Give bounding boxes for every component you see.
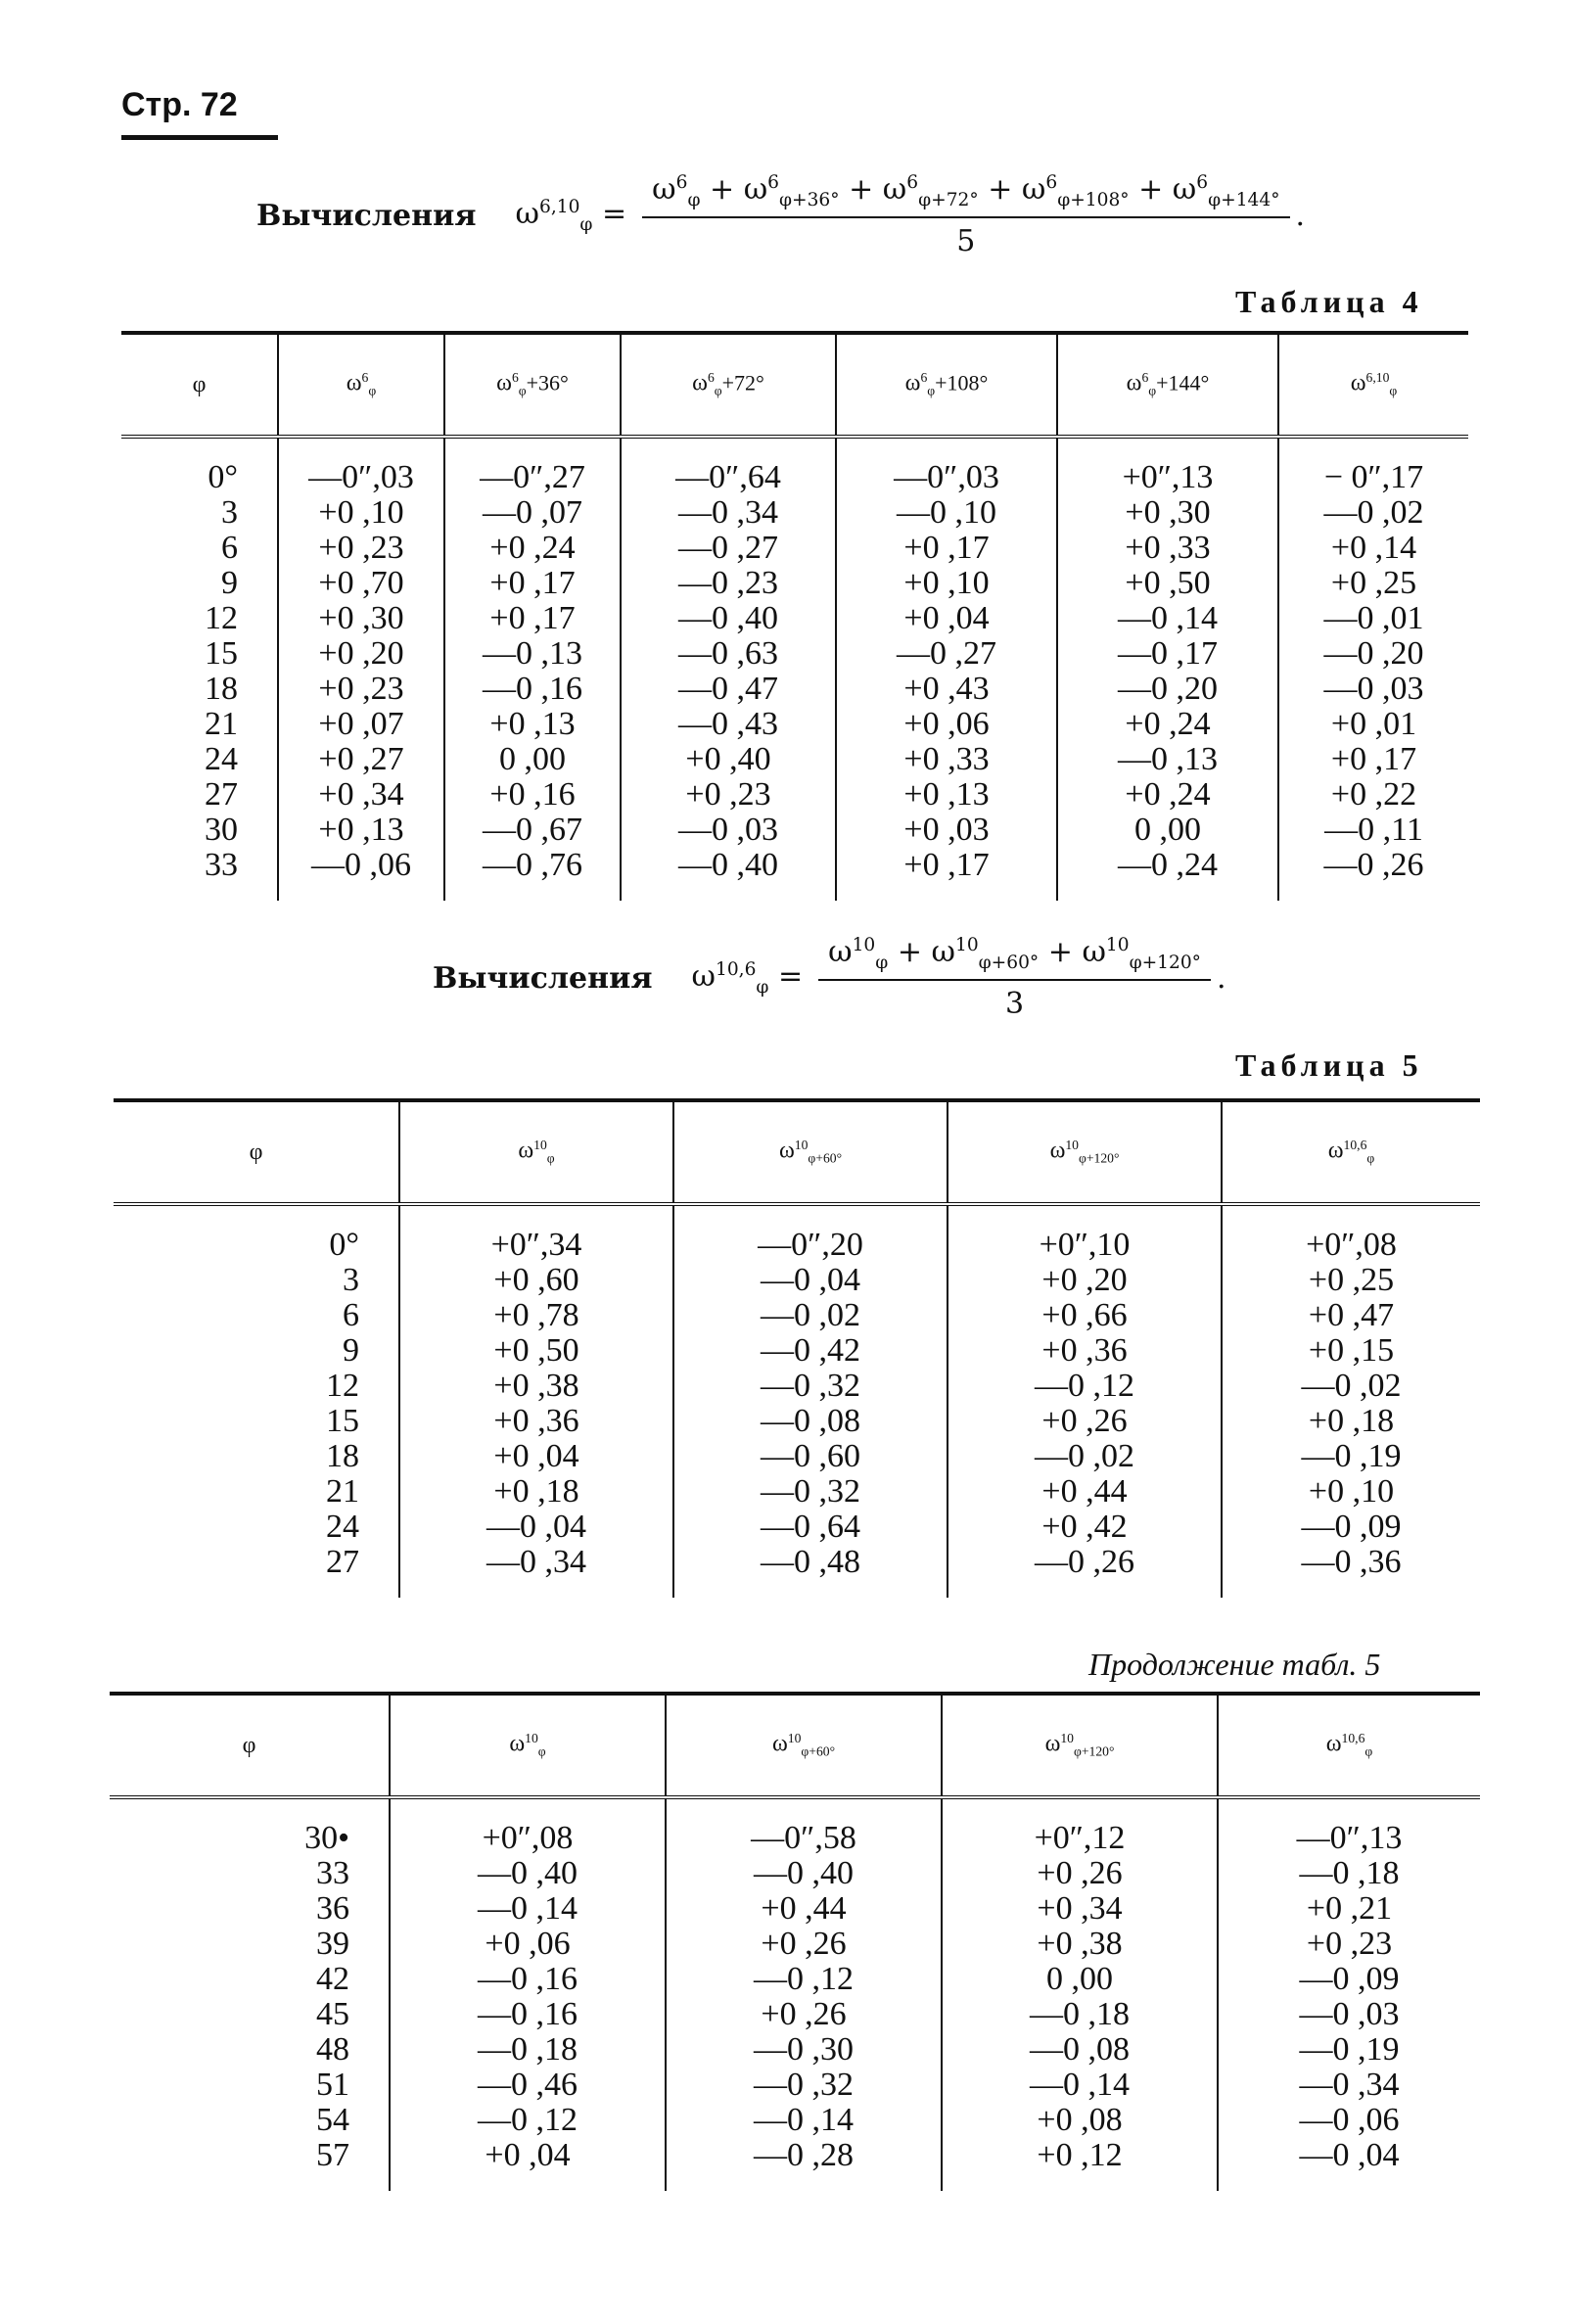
angle-cell: 15 [205,635,238,672]
formula-label: Вычисления [256,198,477,233]
value-cell: —0 ,12 [390,2103,666,2138]
table-row [114,1263,1480,1298]
formula-table4: Вычисления $\omega^{6,10}_\varphi$ = $\frac{\omega^6_\varphi + \omega^6_{\varphi+36^\circ} + \omega^6_{\varphi+72^\circ} + \omega^6_{\varphi+108^\circ} + \omega^6_{\varphi+144^\circ}}{5}$ . [256,172,1306,258]
angle-cell: 0° [329,1227,359,1263]
table-row [110,2068,1480,2103]
value-cell: —0 ,32 [673,1474,948,1510]
value-cell: —0 ,14 [390,1891,666,1927]
value-cell: —0 ,40 [621,848,836,901]
value-cell: —0 ,16 [390,1997,666,2032]
value-cell: —0 ,09 [1218,1962,1480,1997]
table-row [110,1891,1480,1927]
value-cell: +0 ,06 [390,1927,666,1962]
value-cell: —0 ,14 [1057,601,1278,636]
column-header: $\omega^6_\varphi+36^\circ$ [444,333,621,437]
value-cell: —0 ,01 [1278,601,1468,636]
value-cell: —0 ,14 [942,2068,1218,2103]
formula-term: $\omega^6_{\varphi+36^\circ}$ [743,172,840,210]
value-cell: +0 ,34 [278,777,444,813]
value-cell: +0 ,24 [444,531,621,566]
value-cell: —0 ,20 [1057,672,1278,707]
formula-term: $\omega^6_{\varphi+72^\circ}$ [882,172,979,210]
value-cell: +0″,12 [942,1797,1218,1856]
table-row [114,1474,1480,1510]
value-cell: —0 ,14 [666,2103,942,2138]
value-cell: +0 ,23 [1218,1927,1480,1962]
column-header: $\omega^{10}_{\varphi+120^\circ}$ [942,1694,1218,1797]
table-row [114,1298,1480,1333]
value-cell: —0 ,40 [621,601,836,636]
value-cell: —0 ,48 [673,1545,948,1598]
table-row [110,1927,1480,1962]
value-cell: +0 ,06 [836,707,1057,742]
formula-term: $\omega^6_\varphi$ [652,172,701,210]
value-cell: +0 ,36 [399,1404,673,1439]
formula-lhs: $\omega^{6,10}_\varphi$ = [515,196,627,235]
page-number: Стр. 72 [121,86,238,123]
value-cell: —0 ,23 [621,566,836,601]
value-cell: +0 ,25 [1278,566,1468,601]
value-cell: —0 ,27 [836,636,1057,672]
value-cell: —0 ,13 [1057,742,1278,777]
angle-cell: 24 [205,741,238,777]
value-cell: —0″,20 [673,1204,948,1263]
table-row [121,636,1468,672]
table-row [121,742,1468,777]
value-cell: —0 ,32 [673,1369,948,1404]
column-header: $\omega^{6,10}_\varphi$ [1278,333,1468,437]
formula-table5: Вычисления $\omega^{10,6}_\varphi$ = $\frac{\omega^{10}_\varphi + \omega^{10}_{\varphi+60^\circ} + \omega^{10}_{\varphi+120^\circ}}{3}$ . [433,935,1226,1021]
formula-denominator: 3 [1005,987,1025,1021]
value-cell: —0 ,12 [666,1962,942,1997]
value-cell: +0 ,03 [836,813,1057,848]
value-cell: —0 ,04 [1218,2138,1480,2191]
angle-cell: 3 [221,494,238,531]
value-cell: 0 ,00 [1057,813,1278,848]
angle-cell: 36 [316,1890,349,1927]
value-cell: +0 ,60 [399,1263,673,1298]
table-row [110,1962,1480,1997]
table-row [121,495,1468,531]
value-cell: +0 ,43 [836,672,1057,707]
column-header: $\omega^{10}_{\varphi+60^\circ}$ [666,1694,942,1797]
table-row [114,1545,1480,1598]
value-cell: +0 ,24 [1057,707,1278,742]
value-cell: +0 ,66 [948,1298,1222,1333]
value-cell: —0 ,64 [673,1510,948,1545]
value-cell: —0 ,09 [1222,1510,1480,1545]
value-cell: —0″,58 [666,1797,942,1856]
angle-cell: 6 [343,1297,359,1333]
value-cell: —0 ,32 [666,2068,942,2103]
value-cell: —0 ,60 [673,1439,948,1474]
value-cell: +0 ,78 [399,1298,673,1333]
value-cell: —0″,13 [1218,1797,1480,1856]
column-header: $\omega^{10}_\varphi$ [399,1100,673,1204]
angle-cell: 21 [326,1473,359,1510]
angle-cell: 6 [221,530,238,566]
angle-cell: 21 [205,706,238,742]
angle-cell: 39 [316,1926,349,1962]
table-row [114,1404,1480,1439]
table-row [114,1439,1480,1474]
value-cell: —0 ,07 [444,495,621,531]
value-cell: +0 ,04 [399,1439,673,1474]
value-cell: —0 ,26 [1278,848,1468,901]
formula-label: Вычисления [433,960,653,996]
table4 [121,331,1468,901]
table5-title: Таблица 5 [1235,1047,1423,1083]
column-header: $\omega^{10}_{\varphi+60^\circ}$ [673,1100,948,1204]
value-cell: —0 ,12 [948,1369,1222,1404]
column-header: $\omega^6_\varphi+108^\circ$ [836,333,1057,437]
value-cell: +0 ,04 [836,601,1057,636]
value-cell: +0 ,50 [1057,566,1278,601]
value-cell: +0 ,15 [1222,1333,1480,1369]
value-cell: —0 ,28 [666,2138,942,2191]
formula-term: $\omega^{10}_{\varphi+60^\circ}$ [931,935,1040,973]
angle-cell: 27 [326,1544,359,1580]
table-row [110,2103,1480,2138]
angle-cell: 27 [205,776,238,813]
value-cell: —0 ,08 [673,1404,948,1439]
value-cell: —0 ,36 [1222,1545,1480,1598]
angle-cell: 15 [326,1403,359,1439]
value-cell: +0 ,42 [948,1510,1222,1545]
formula-term: $\omega^{10}_\varphi$ [828,935,889,973]
value-cell: +0 ,30 [1057,495,1278,531]
value-cell: +0 ,18 [1222,1404,1480,1439]
angle-cell: 3 [343,1262,359,1298]
table-row [121,566,1468,601]
value-cell: —0 ,04 [673,1263,948,1298]
value-cell: +0 ,26 [942,1856,1218,1891]
table-row [110,1997,1480,2032]
table-row [121,437,1468,495]
table-row [110,2032,1480,2068]
value-cell: +0″,10 [948,1204,1222,1263]
value-cell: +0 ,33 [1057,531,1278,566]
value-cell: +0 ,10 [836,566,1057,601]
value-cell: —0 ,10 [836,495,1057,531]
angle-cell: 18 [205,671,238,707]
value-cell: +0 ,18 [399,1474,673,1510]
table-row [114,1333,1480,1369]
angle-cell: 33 [205,847,238,883]
value-cell: —0 ,16 [444,672,621,707]
table5-continuation-title: Продолжение табл. 5 [1088,1647,1381,1682]
angle-cell: 33 [316,1855,349,1891]
page-number-rule [121,135,278,140]
value-cell: —0 ,26 [948,1545,1222,1598]
formula-denominator: 5 [956,224,976,258]
value-cell: +0 ,04 [390,2138,666,2191]
value-cell: —0 ,19 [1222,1439,1480,1474]
value-cell: +0 ,38 [399,1369,673,1404]
value-cell: +0 ,17 [1278,742,1468,777]
value-cell: +0 ,08 [942,2103,1218,2138]
value-cell: +0 ,30 [278,601,444,636]
value-cell: —0 ,34 [1218,2068,1480,2103]
value-cell: +0 ,13 [836,777,1057,813]
table-row [114,1510,1480,1545]
formula-fraction [818,935,1211,1021]
angle-cell: 45 [316,1996,349,2032]
angle-cell: 12 [205,600,238,636]
value-cell: —0 ,11 [1278,813,1468,848]
value-cell: —0 ,03 [1278,672,1468,707]
angle-cell: 54 [316,2102,349,2138]
value-cell: —0 ,13 [444,636,621,672]
value-cell: +0 ,26 [666,1997,942,2032]
angle-cell: 48 [316,2031,349,2068]
value-cell: —0 ,34 [621,495,836,531]
column-header: $\omega^6_\varphi+144^\circ$ [1057,333,1278,437]
column-header: φ [114,1100,399,1204]
table-row [114,1369,1480,1404]
value-cell: +0 ,36 [948,1333,1222,1369]
table-row [121,601,1468,636]
column-header: $\omega^6_\varphi+72^\circ$ [621,333,836,437]
value-cell: +0 ,17 [444,566,621,601]
value-cell: —0 ,19 [1218,2032,1480,2068]
value-cell: +0 ,44 [666,1891,942,1927]
value-cell: —0 ,03 [1218,1997,1480,2032]
angle-cell: 42 [316,1961,349,1997]
value-cell: − 0″,17 [1278,437,1468,495]
value-cell: —0 ,17 [1057,636,1278,672]
value-cell: +0″,34 [399,1204,673,1263]
value-cell: —0″,64 [621,437,836,495]
value-cell: —0″,27 [444,437,621,495]
column-header: $\omega^{10,6}_\varphi$ [1222,1100,1480,1204]
value-cell: +0 ,40 [621,742,836,777]
table-row [121,813,1468,848]
value-cell: +0 ,38 [942,1927,1218,1962]
table-row [110,2138,1480,2191]
table-row [110,1856,1480,1891]
value-cell: +0 ,50 [399,1333,673,1369]
column-header: $\omega^{10}_{\varphi+120^\circ}$ [948,1100,1222,1204]
formula-numerator: $\omega^6_\varphi + \omega^6_{\varphi+36^\circ} + \omega^6_{\varphi+72^\circ} + \omega^6_{\varphi+108^\circ} + \omega^6_{\varphi+144^\circ}$ [642,172,1289,218]
angle-cell: 9 [221,565,238,601]
column-header: φ [110,1694,390,1797]
angle-cell: 51 [316,2067,349,2103]
table-row [121,672,1468,707]
column-header: $\omega^{10}_\varphi$ [390,1694,666,1797]
value-cell: +0 ,14 [1278,531,1468,566]
value-cell: 0 ,00 [942,1962,1218,1997]
value-cell: +0 ,16 [444,777,621,813]
table-row [121,777,1468,813]
column-header: φ [121,333,278,437]
value-cell: +0 ,20 [278,636,444,672]
column-header: $\omega^6_\varphi$ [278,333,444,437]
value-cell: +0 ,10 [1222,1474,1480,1510]
value-cell: 0 ,00 [444,742,621,777]
value-cell: +0 ,23 [278,531,444,566]
angle-cell: 30• [304,1820,349,1856]
value-cell: +0 ,17 [836,531,1057,566]
angle-cell: 24 [326,1509,359,1545]
value-cell: +0 ,47 [1222,1298,1480,1333]
angle-cell: 57 [316,2137,349,2173]
value-cell: +0 ,26 [948,1404,1222,1439]
table5-continuation [110,1692,1480,2191]
value-cell: —0 ,02 [948,1439,1222,1474]
value-cell: —0″,03 [278,437,444,495]
table-row [114,1204,1480,1263]
value-cell: —0 ,06 [278,848,444,901]
value-cell: +0 ,17 [444,601,621,636]
value-cell: +0 ,23 [278,672,444,707]
value-cell: +0 ,01 [1278,707,1468,742]
angle-cell: 30 [205,812,238,848]
value-cell: —0 ,03 [621,813,836,848]
value-cell: +0 ,13 [278,813,444,848]
table-row [110,1797,1480,1856]
value-cell: +0 ,12 [942,2138,1218,2191]
value-cell: —0 ,27 [621,531,836,566]
value-cell: —0 ,47 [621,672,836,707]
table-row [121,707,1468,742]
value-cell: +0″,13 [1057,437,1278,495]
value-cell: +0 ,33 [836,742,1057,777]
value-cell: —0 ,18 [390,2032,666,2068]
table-row [121,531,1468,566]
formula-numerator: $\omega^{10}_\varphi + \omega^{10}_{\varphi+60^\circ} + \omega^{10}_{\varphi+120^\circ}$ [818,935,1211,981]
formula-term: $\omega^6_{\varphi+144^\circ}$ [1172,172,1280,210]
value-cell: —0″,03 [836,437,1057,495]
formula-term: $\omega^{10}_{\varphi+120^\circ}$ [1082,935,1201,973]
angle-cell: 12 [326,1368,359,1404]
value-cell: —0 ,63 [621,636,836,672]
formula-fraction [642,172,1289,258]
value-cell: —0 ,24 [1057,848,1278,901]
value-cell: +0 ,22 [1278,777,1468,813]
value-cell: +0″,08 [1222,1204,1480,1263]
value-cell: —0 ,02 [673,1298,948,1333]
value-cell: —0 ,16 [390,1962,666,1997]
table5 [114,1098,1480,1598]
table-row [121,848,1468,901]
value-cell: —0 ,30 [666,2032,942,2068]
value-cell: +0 ,10 [278,495,444,531]
value-cell: +0 ,23 [621,777,836,813]
angle-cell: 18 [326,1438,359,1474]
column-header: $\omega^{10,6}_\varphi$ [1218,1694,1480,1797]
value-cell: +0 ,25 [1222,1263,1480,1298]
value-cell: +0 ,24 [1057,777,1278,813]
value-cell: +0 ,44 [948,1474,1222,1510]
value-cell: +0 ,27 [278,742,444,777]
value-cell: —0 ,46 [390,2068,666,2103]
value-cell: —0 ,40 [390,1856,666,1891]
value-cell: —0 ,43 [621,707,836,742]
value-cell: +0 ,20 [948,1263,1222,1298]
formula-lhs: $\omega^{10,6}_\varphi$ = [691,958,804,998]
angle-cell: 0° [208,459,238,495]
formula-term: $\omega^6_{\varphi+108^\circ}$ [1021,172,1130,210]
value-cell: —0 ,08 [942,2032,1218,2068]
value-cell: —0 ,04 [399,1510,673,1545]
value-cell: —0 ,40 [666,1856,942,1891]
value-cell: +0 ,13 [444,707,621,742]
angle-cell: 9 [343,1332,359,1369]
value-cell: +0 ,17 [836,848,1057,901]
value-cell: —0 ,67 [444,813,621,848]
value-cell: +0″,08 [390,1797,666,1856]
value-cell: +0 ,34 [942,1891,1218,1927]
value-cell: —0 ,02 [1278,495,1468,531]
value-cell: +0 ,07 [278,707,444,742]
value-cell: +0 ,21 [1218,1891,1480,1927]
value-cell: —0 ,18 [1218,1856,1480,1891]
value-cell: —0 ,76 [444,848,621,901]
value-cell: —0 ,18 [942,1997,1218,2032]
value-cell: —0 ,34 [399,1545,673,1598]
value-cell: —0 ,42 [673,1333,948,1369]
value-cell: +0 ,70 [278,566,444,601]
table4-title: Таблица 4 [1235,284,1423,319]
value-cell: +0 ,26 [666,1927,942,1962]
value-cell: —0 ,06 [1218,2103,1480,2138]
value-cell: —0 ,20 [1278,636,1468,672]
value-cell: —0 ,02 [1222,1369,1480,1404]
